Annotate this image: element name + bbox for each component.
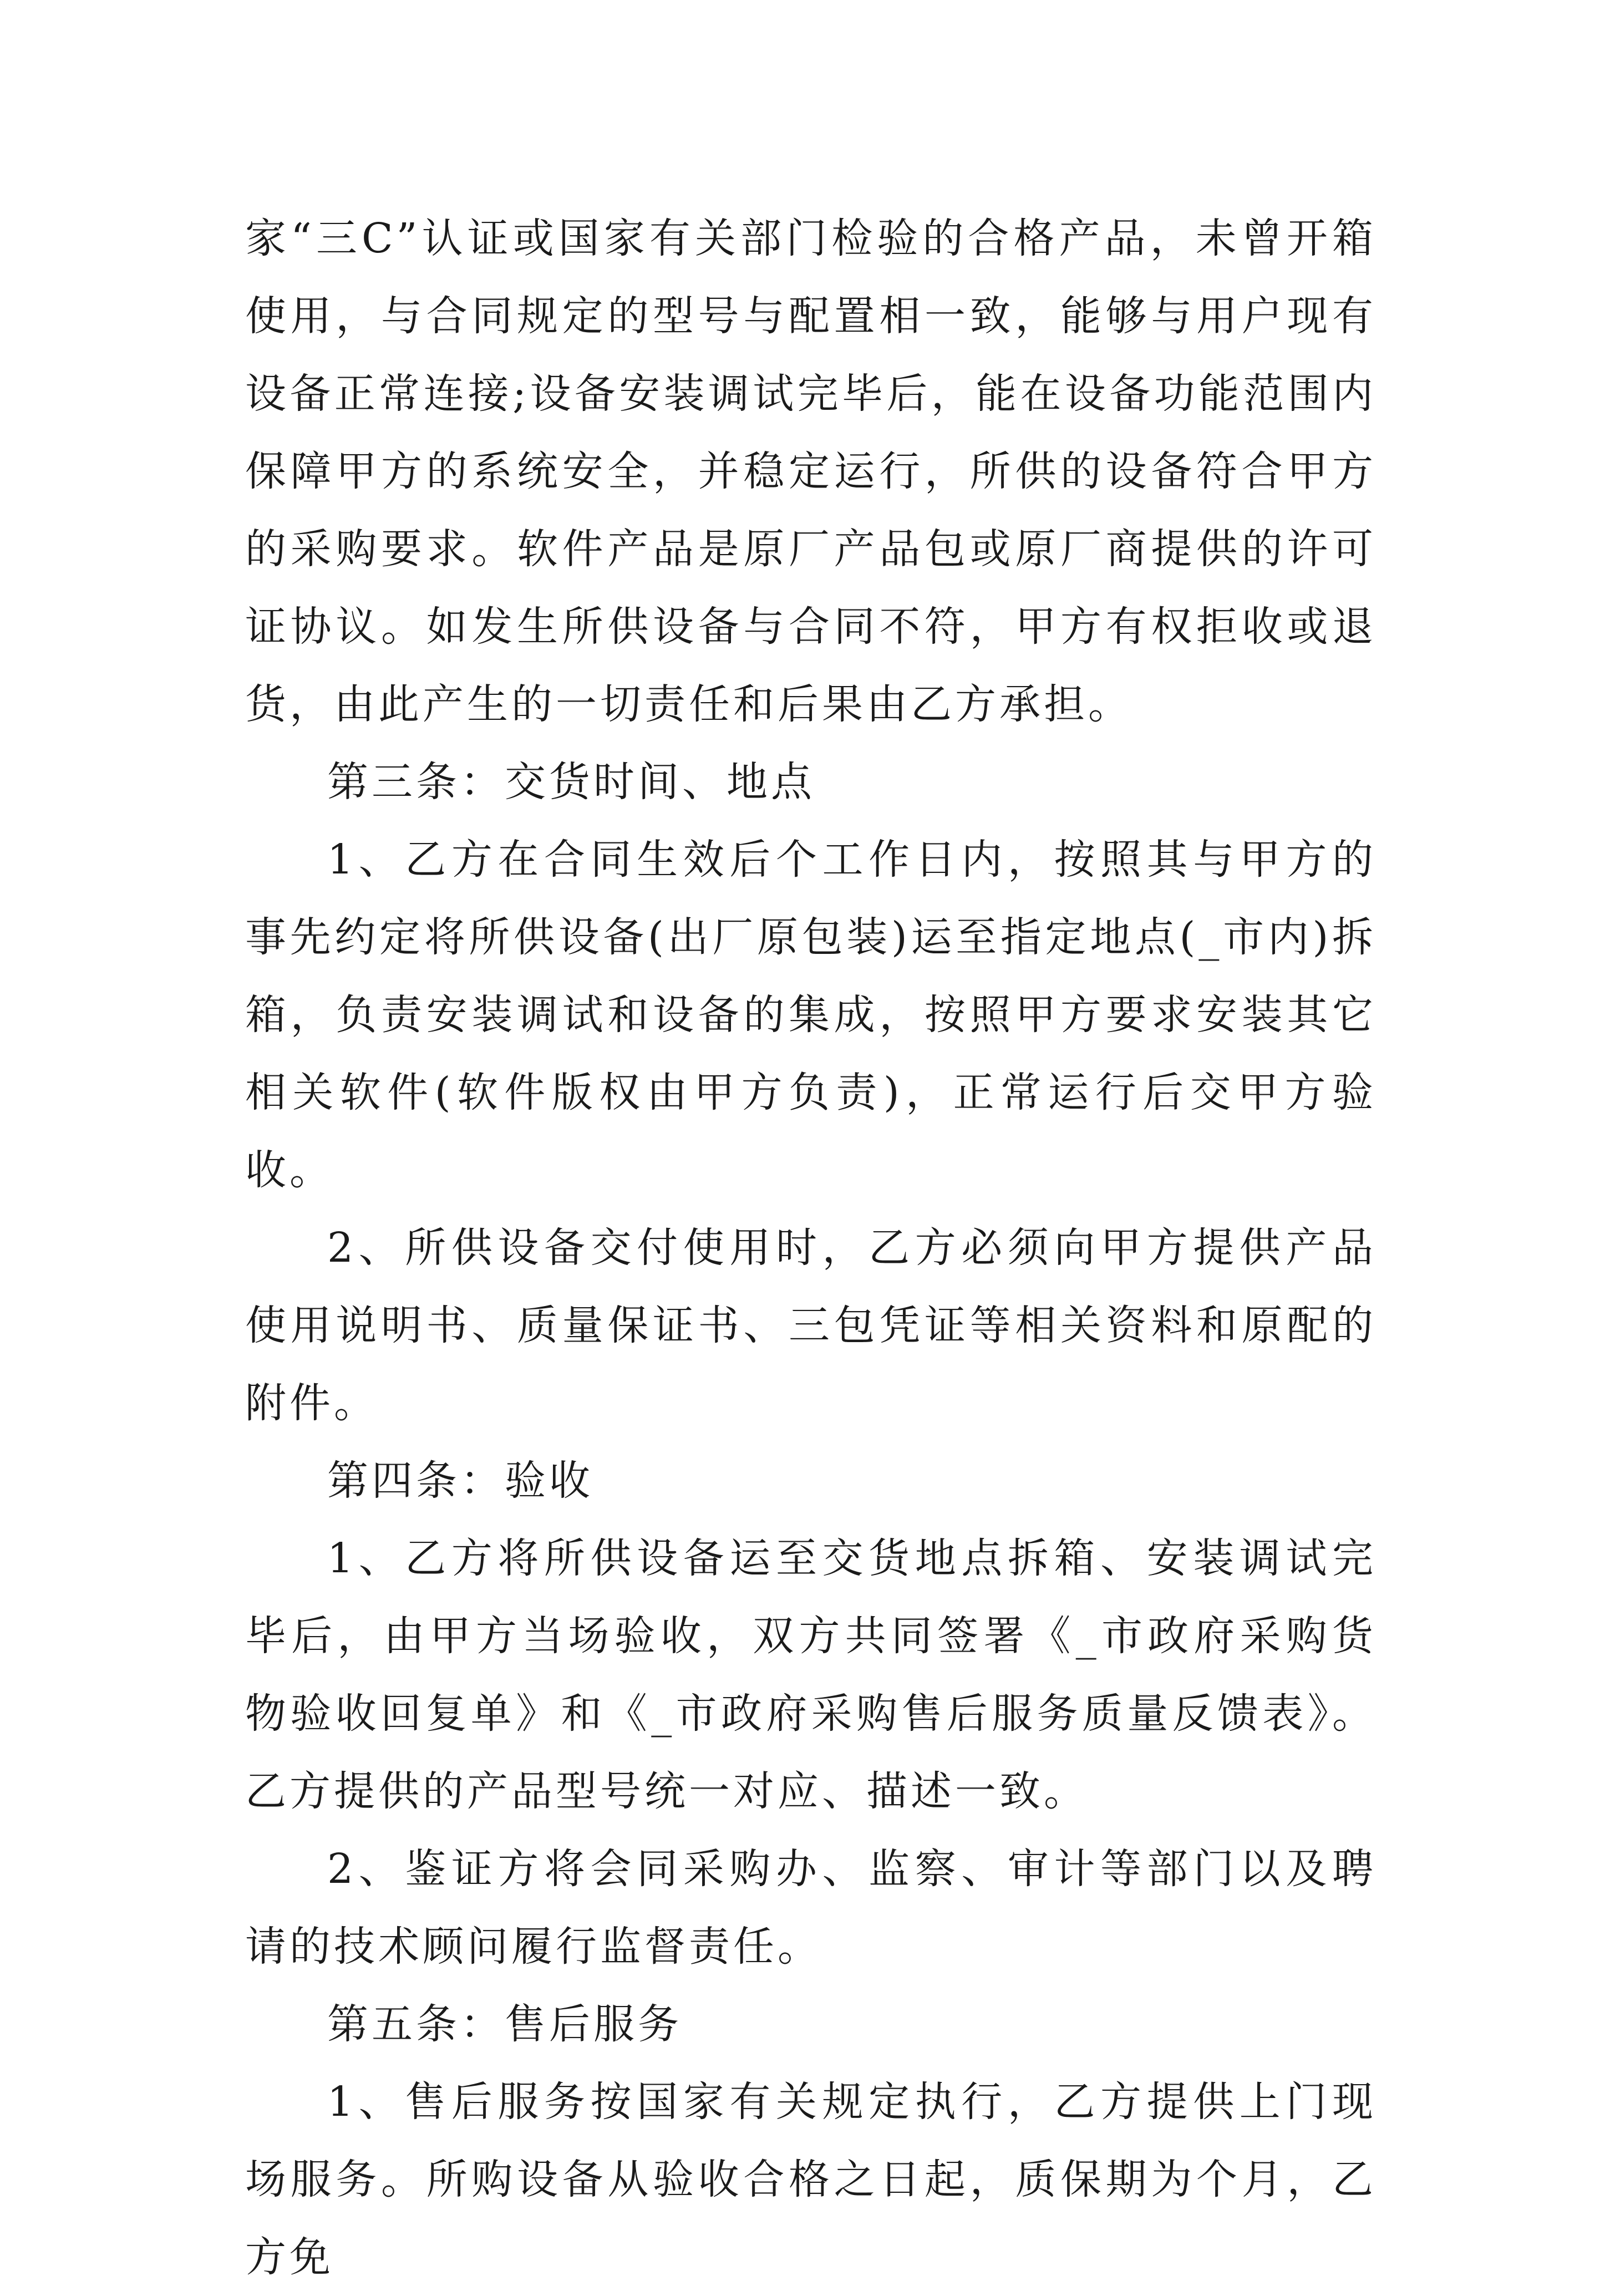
document-body — [245, 200, 1377, 2296]
article-4-clause-2: 2、鉴证方将会同采购办、监察、审计等部门以及聘请的技术顾问履行监督责任。 — [245, 1845, 1377, 1970]
article-3-clause-1: 1、乙方在合同生效后个工作日内，按照其与甲方的事先约定将所供设备(出厂原包装)运至指定地点(_市内)拆箱，负责安装调试和设备的集成，按照甲方要求安装其它相关软件(软件版权由甲方负责)，正常运行后交甲方验收。 — [245, 836, 1377, 1194]
article-5-clause-1: 1、售后服务按国家有关规定执行，乙方提供上门现场服务。所购设备从验收合格之日起，质保期为个月，乙方免 — [245, 2078, 1377, 2281]
article-5-heading: 第五条：售后服务 — [327, 2000, 682, 2048]
article-3-heading: 第三条：交货时间、地点 — [327, 758, 815, 806]
paragraph-continuation-certification: 家“三C”认证或国家有关部门检验的合格产品，未曾开箱使用，与合同规定的型号与配置相一致，能够与用户现有设备正常连接;设备安装调试完毕后，能在设备功能范围内保障甲方的系统安全，并稳定运行，所供的设备符合甲方的采购要求。软件产品是原厂产品包或原厂商提供的许可证协议。如发生所供设备与合同不符，甲方有权拒收或退货，由此产生的一切责任和后果由乙方承担。 — [245, 215, 1377, 728]
article-3-clause-2: 2、所供设备交付使用时，乙方必须向甲方提供产品使用说明书、质量保证书、三包凭证等相关资料和原配的附件。 — [245, 1224, 1377, 1427]
article-4-clause-1: 1、乙方将所供设备运至交货地点拆箱、安装调试完毕后，由甲方当场验收，双方共同签署《_市政府采购货物验收回复单》和《_市政府采购售后服务质量反馈表》。乙方提供的产品型号统一对应、描述一致。 — [245, 1535, 1377, 1815]
article-4-heading: 第四条：验收 — [327, 1457, 593, 1505]
